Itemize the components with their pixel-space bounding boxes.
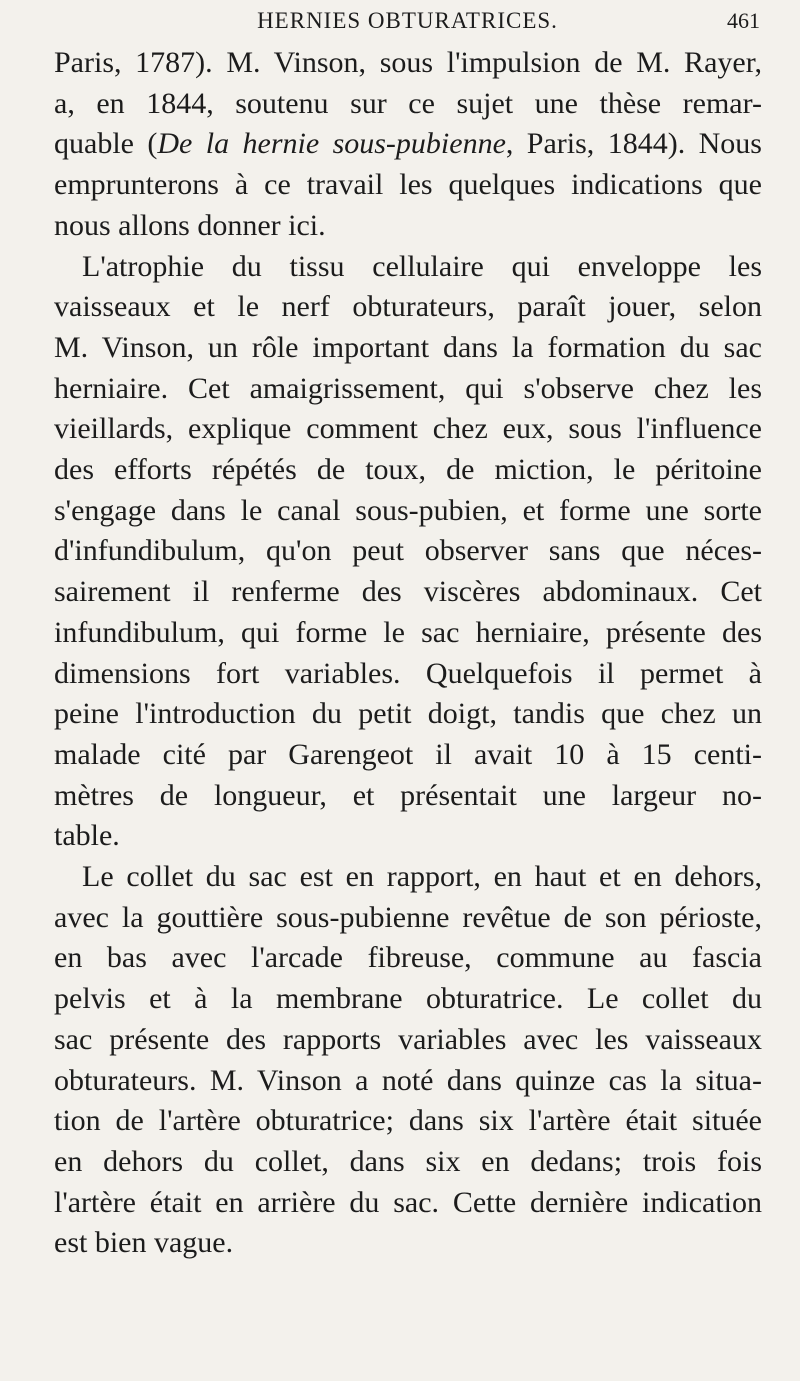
text-line: peine l'introduction du petit doigt, tandis que chez un	[54, 697, 762, 731]
page-number: 461	[727, 8, 760, 33]
text-line: a, en 1844, soutenu sur ce sujet une thèse remar-	[54, 86, 762, 120]
text-line: M. Vinson, un rôle important dans la formation du sac	[54, 330, 762, 364]
text-line: nous allons donner ici.	[54, 208, 326, 242]
body-text	[54, 43, 762, 1264]
text-line: vieillards, explique comment chez eux, sous l'influence	[54, 412, 762, 446]
text-line: d'infundibulum, qu'on peut observer sans que néces-	[54, 534, 762, 568]
text-line: est bien vague.	[54, 1226, 234, 1260]
text-segment: quable (	[54, 127, 158, 161]
text-line: infundibulum, qui forme le sac herniaire, présente des	[54, 615, 762, 649]
text-line: s'engage dans le canal sous-pubien, et forme une sorte	[54, 493, 762, 527]
page-header	[55, 8, 760, 42]
text-line: tion de l'artère obturatrice; dans six l'artère était située	[54, 1104, 762, 1138]
text-line: l'artère était en arrière du sac. Cette dernière indication	[54, 1185, 762, 1219]
text-line: dimensions fort variables. Quelquefois il permet à	[54, 656, 762, 690]
running-title: HERNIES OBTURATRICES.	[257, 8, 558, 33]
paragraph-start-line: Le collet du sac est en rapport, en haut et en dehors,	[82, 860, 762, 894]
text-segment: , Paris, 1844). Nous	[505, 127, 762, 161]
text-line: obturateurs. M. Vinson a noté dans quinze cas la situa-	[54, 1063, 762, 1097]
text-line: herniaire. Cet amaigrissement, qui s'observe chez les	[54, 371, 762, 405]
paragraph-start-line: L'atrophie du tissu cellulaire qui enveloppe les	[82, 249, 762, 283]
text-line: table.	[54, 819, 120, 853]
text-line: sac présente des rapports variables avec les vaisseaux	[54, 1022, 762, 1056]
text-line: mètres de longueur, et présentait une largeur no-	[54, 778, 762, 812]
text-line: des efforts répétés de toux, de miction, le péritoine	[54, 453, 762, 487]
text-line: en bas avec l'arcade fibreuse, commune au fascia	[54, 941, 762, 975]
book-title: De la hernie sous-pubienne	[157, 127, 506, 161]
text-line: sairement il renferme des viscères abdominaux. Cet	[54, 575, 762, 609]
text-line: emprunterons à ce travail les quelques indications que	[54, 168, 762, 202]
text-line: pelvis et à la membrane obturatrice. Le collet du	[54, 982, 762, 1016]
text-line: en dehors du collet, dans six en dedans; trois fois	[54, 1144, 762, 1178]
text-line: avec la gouttière sous-pubienne revêtue de son périoste,	[54, 900, 762, 934]
text-line	[54, 124, 762, 165]
text-line: vaisseaux et le nerf obturateurs, paraît jouer, selon	[54, 290, 762, 324]
text-line: Paris, 1787). M. Vinson, sous l'impulsion de M. Rayer,	[54, 46, 762, 79]
text-line: malade cité par Garengeot il avait 10 à 15 centi-	[54, 737, 762, 771]
